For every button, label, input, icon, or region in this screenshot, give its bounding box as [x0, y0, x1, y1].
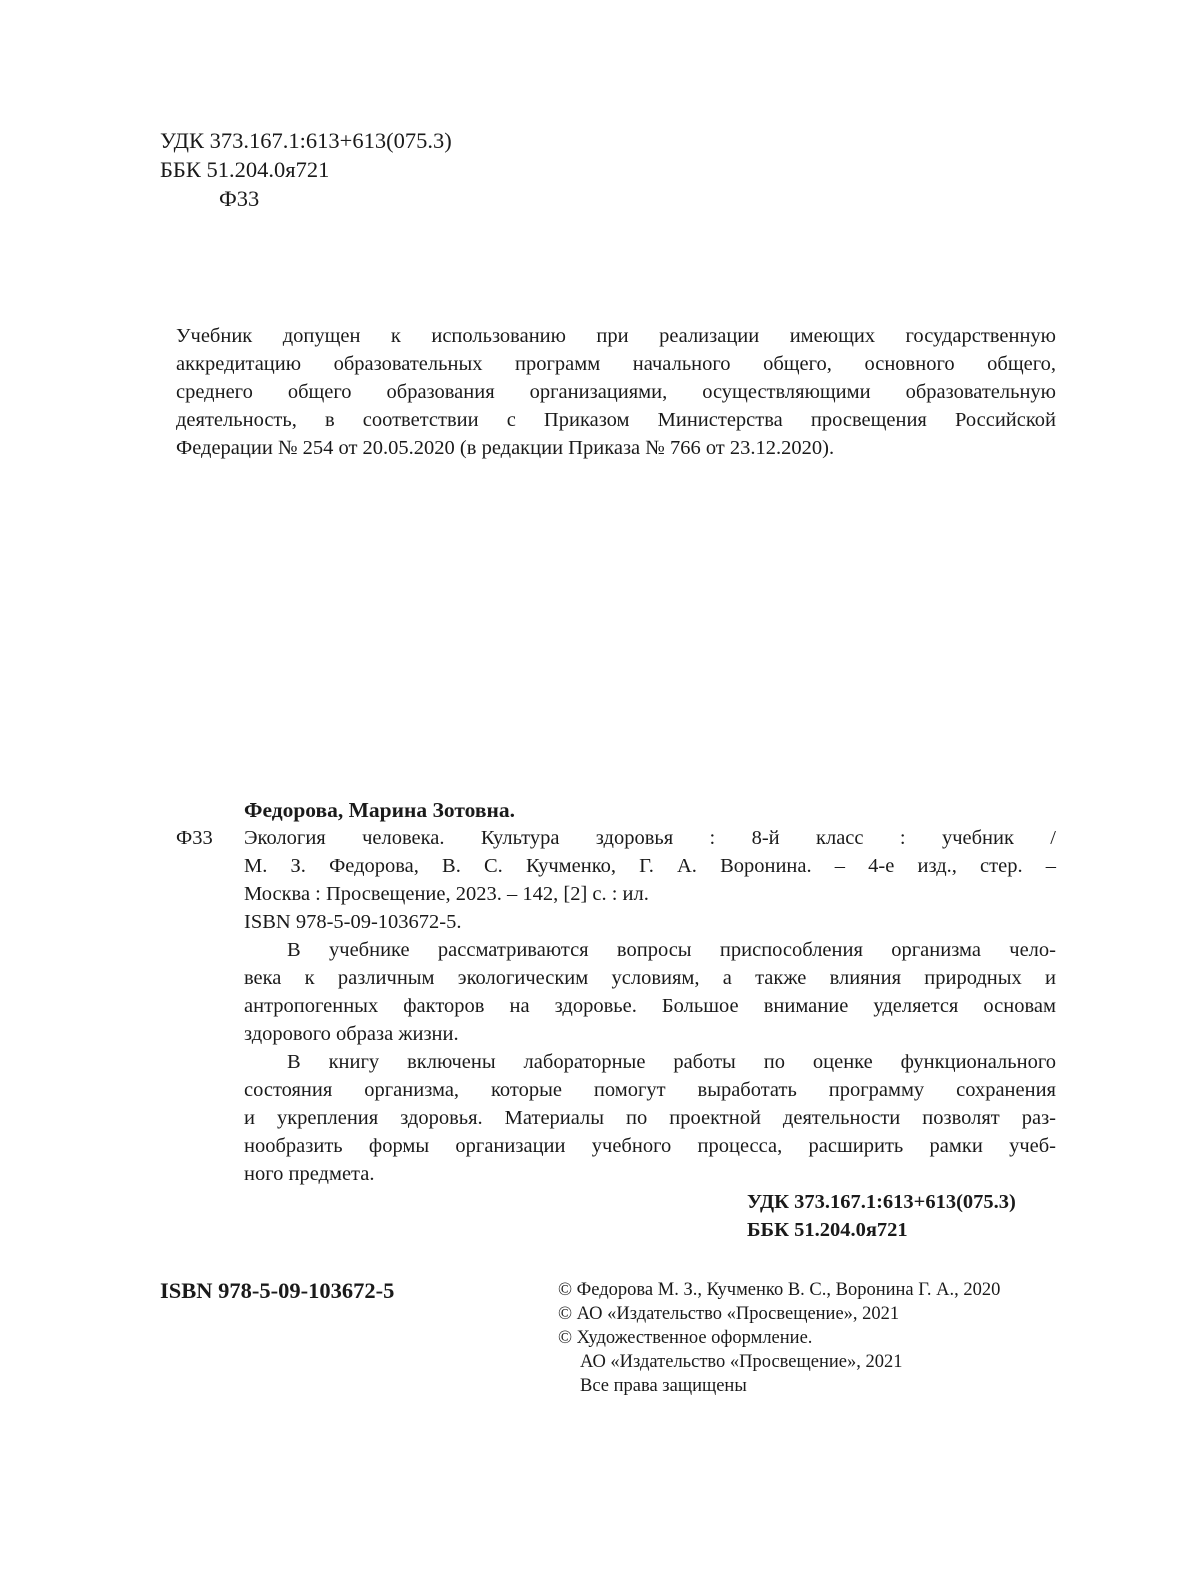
card-annotation-line: здорового образа жизни.: [244, 1023, 459, 1045]
card-author-code: Ф33: [176, 827, 213, 849]
copyright-line: © АО «Издательство «Просвещение», 2021: [558, 1304, 900, 1324]
card-title-line: М. З. Федорова, В. С. Кучменко, Г. А. Воронина. – 4-е изд., стер. –: [244, 855, 1056, 877]
catalog-card: [176, 796, 1056, 1244]
card-annotation-line: В учебнике рассматриваются вопросы приспособления организма чело-: [287, 939, 1056, 961]
card-title-line: Экология человека. Культура здоровья : 8-й класс : учебник /: [244, 827, 1056, 849]
card-annotation-line: и укрепления здоровья. Материалы по проектной деятельности позволят раз-: [244, 1107, 1056, 1129]
copyright-block: [558, 1278, 1000, 1398]
bottom-isbn: ISBN 978-5-09-103672-5: [160, 1278, 395, 1303]
approval-line: Учебник допущен к использованию при реализации имеющих государственную: [176, 325, 1056, 347]
card-annotation-line: ного предмета.: [244, 1163, 375, 1185]
card-annotation-line: В книгу включены лабораторные работы по оценке функционального: [287, 1051, 1056, 1073]
card-annotation-line: антропогенных факторов на здоровье. Большое внимание уделяется основам: [244, 995, 1056, 1017]
card-annotation-line: состояния организма, которые помогут выработать программу сохранения: [244, 1079, 1056, 1101]
copyright-line: © Художественное оформление.: [558, 1328, 813, 1348]
top-classification-block: [160, 126, 452, 213]
card-title-line: Москва : Просвещение, 2023. – 142, [2] с. : ил.: [244, 883, 649, 905]
approval-line: аккредитацию образовательных программ начального общего, основного общего,: [176, 353, 1056, 375]
top-author-code: Ф33: [219, 186, 260, 211]
card-isbn: ISBN 978-5-09-103672-5.: [244, 911, 462, 933]
card-annotation-line: нообразить формы организации учебного процесса, расширить рамки учеб-: [244, 1135, 1056, 1157]
card-bbk-code: ББК 51.204.0я721: [747, 1219, 908, 1241]
approval-line: деятельность, в соответствии с Приказом Министерства просвещения Российской: [176, 409, 1056, 431]
approval-line: среднего общего образования организациями, осуществляющими образовательную: [176, 381, 1056, 403]
copyright-line: © Федорова М. З., Кучменко В. С., Воронина Г. А., 2020: [558, 1280, 1001, 1300]
approval-line: Федерации № 254 от 20.05.2020 (в редакции Приказа № 766 от 23.12.2020).: [176, 437, 835, 459]
card-author: Федорова, Марина Зотовна.: [244, 798, 515, 822]
card-body: [176, 824, 1056, 1188]
card-annotation-line: века к различным экологическим условиям, а также влияния природных и: [244, 967, 1056, 989]
copyright-line: Все права защищены: [580, 1376, 747, 1396]
top-bbk-code: ББК 51.204.0я721: [160, 157, 330, 182]
card-udk-code: УДК 373.167.1:613+613(075.3): [747, 1191, 1016, 1213]
copyright-line: АО «Издательство «Просвещение», 2021: [580, 1352, 903, 1372]
approval-notice: [176, 322, 1056, 462]
top-udk-code: УДК 373.167.1:613+613(075.3): [160, 128, 452, 153]
